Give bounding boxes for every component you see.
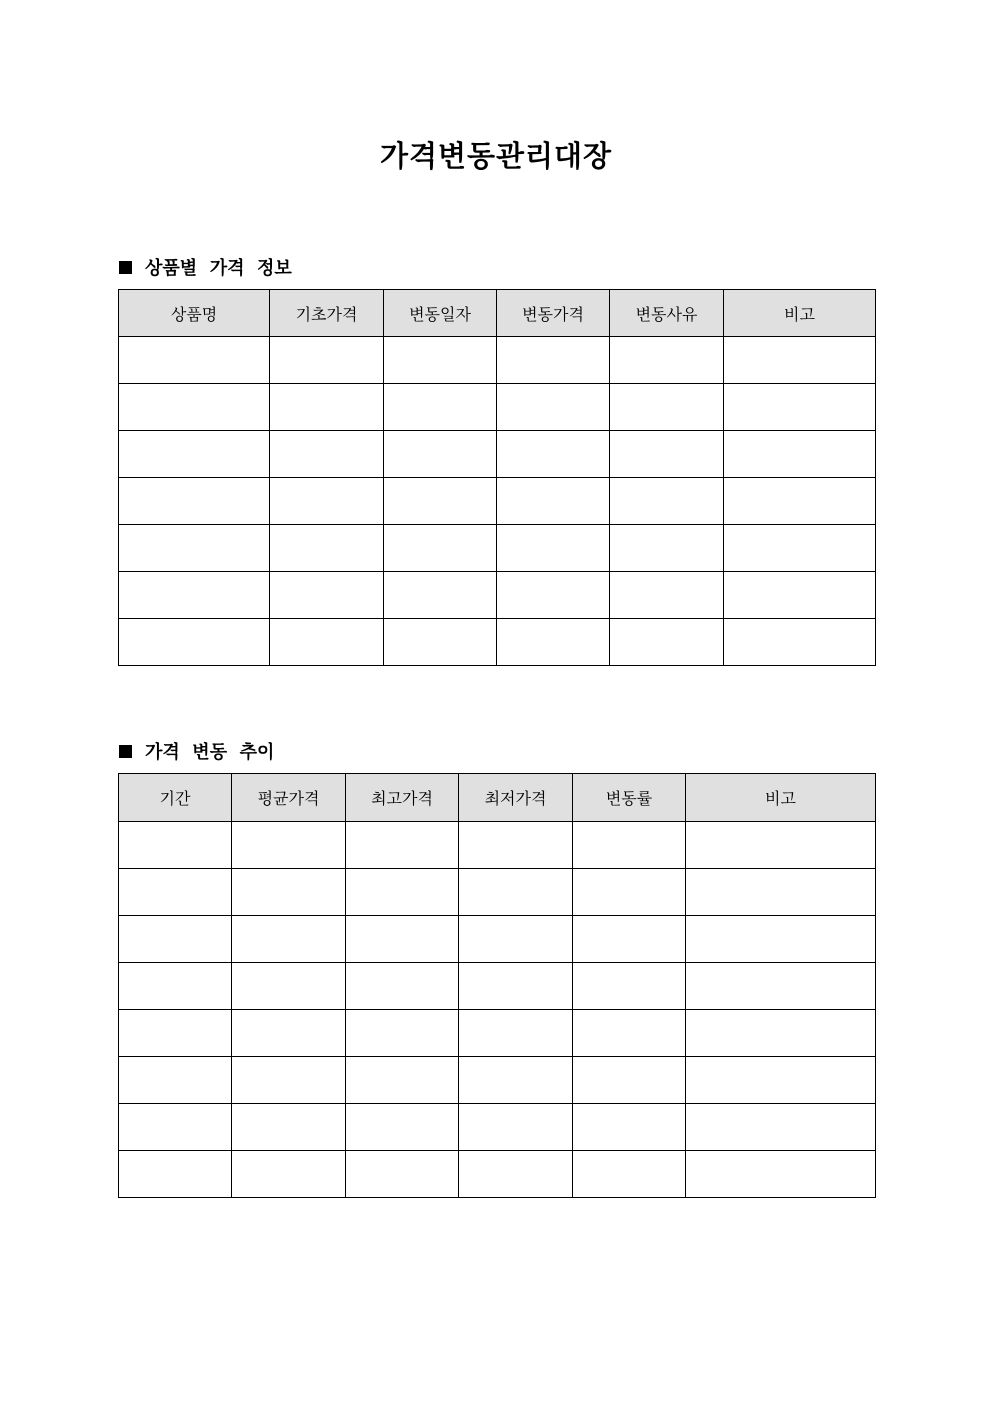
table-cell[interactable] [346, 1104, 459, 1151]
table-cell[interactable] [232, 869, 346, 916]
table-row [119, 1057, 876, 1104]
table-cell[interactable] [573, 1057, 686, 1104]
table-cell[interactable] [270, 337, 384, 384]
table-cell[interactable] [610, 431, 724, 478]
table-cell[interactable] [346, 963, 459, 1010]
table-cell[interactable] [573, 1151, 686, 1198]
table-cell[interactable] [497, 384, 610, 431]
table-cell[interactable] [686, 822, 876, 869]
table-row [119, 822, 876, 869]
table-cell[interactable] [573, 869, 686, 916]
table-cell[interactable] [384, 525, 497, 572]
table-cell[interactable] [459, 963, 573, 1010]
table-cell[interactable] [232, 1010, 346, 1057]
table-cell[interactable] [686, 1151, 876, 1198]
table-cell[interactable] [610, 478, 724, 525]
section-heading-price-trend [119, 738, 274, 764]
table-row [119, 431, 876, 478]
column-header-average-price: 평균가격 [232, 774, 346, 822]
table-cell[interactable] [119, 1104, 232, 1151]
table-cell[interactable] [686, 1010, 876, 1057]
table-cell[interactable] [459, 916, 573, 963]
table-cell[interactable] [686, 1057, 876, 1104]
column-header-period: 기간 [119, 774, 232, 822]
table-cell[interactable] [724, 337, 876, 384]
table-cell[interactable] [459, 1057, 573, 1104]
table-header-row [119, 774, 876, 822]
table-row [119, 1104, 876, 1151]
table-cell[interactable] [573, 822, 686, 869]
table-cell[interactable] [686, 963, 876, 1010]
table-cell[interactable] [119, 916, 232, 963]
table-cell[interactable] [610, 337, 724, 384]
table-cell[interactable] [346, 1010, 459, 1057]
table-cell[interactable] [232, 822, 346, 869]
table-cell[interactable] [384, 431, 497, 478]
table-cell[interactable] [232, 1104, 346, 1151]
column-header-remarks: 비고 [686, 774, 876, 822]
table-row [119, 916, 876, 963]
square-bullet-icon [119, 745, 132, 758]
table-cell[interactable] [384, 572, 497, 619]
table-cell[interactable] [459, 869, 573, 916]
table-cell[interactable] [346, 1151, 459, 1198]
section-heading-text: 가격 변동 추이 [145, 742, 275, 763]
price-trend-table [118, 773, 876, 1198]
page-title: 가격변동관리대장 [379, 139, 613, 173]
table-cell[interactable] [119, 1151, 232, 1198]
table-row [119, 869, 876, 916]
table-cell[interactable] [573, 1104, 686, 1151]
table-cell[interactable] [232, 1057, 346, 1104]
table-cell[interactable] [497, 572, 610, 619]
table-row [119, 525, 876, 572]
table-cell[interactable] [459, 822, 573, 869]
table-row [119, 1010, 876, 1057]
column-header-change-rate: 변동률 [573, 774, 686, 822]
table-cell[interactable] [573, 916, 686, 963]
table-row [119, 963, 876, 1010]
table-cell[interactable] [270, 525, 384, 572]
table-cell[interactable] [724, 525, 876, 572]
section-heading-text: 상품별 가격 정보 [145, 258, 292, 279]
column-header-product-name: 상품명 [119, 290, 270, 337]
table-cell[interactable] [384, 384, 497, 431]
table-cell[interactable] [119, 869, 232, 916]
table-cell[interactable] [119, 478, 270, 525]
table-cell[interactable] [232, 963, 346, 1010]
table-cell[interactable] [459, 1104, 573, 1151]
table-row [119, 337, 876, 384]
table-cell[interactable] [497, 619, 610, 666]
table-cell[interactable] [724, 572, 876, 619]
table-cell[interactable] [724, 384, 876, 431]
column-header-base-price: 기초가격 [270, 290, 384, 337]
table-cell[interactable] [119, 431, 270, 478]
table-cell[interactable] [346, 822, 459, 869]
table-cell[interactable] [346, 869, 459, 916]
section-heading-product-price-info [119, 254, 292, 280]
table-cell[interactable] [459, 1010, 573, 1057]
table-cell[interactable] [270, 572, 384, 619]
table-cell[interactable] [346, 1057, 459, 1104]
table-cell[interactable] [724, 431, 876, 478]
table-row [119, 572, 876, 619]
table-cell[interactable] [232, 1151, 346, 1198]
table-cell[interactable] [573, 1010, 686, 1057]
table-cell[interactable] [119, 963, 232, 1010]
table-cell[interactable] [459, 1151, 573, 1198]
column-header-change-reason: 변동사유 [610, 290, 724, 337]
table-cell[interactable] [119, 619, 270, 666]
table-cell[interactable] [346, 916, 459, 963]
column-header-changed-price: 변동가격 [497, 290, 610, 337]
table-cell[interactable] [610, 572, 724, 619]
table-cell[interactable] [119, 384, 270, 431]
table-cell[interactable] [497, 431, 610, 478]
table-cell[interactable] [119, 822, 232, 869]
column-header-lowest-price: 최저가격 [459, 774, 573, 822]
table-cell[interactable] [119, 1057, 232, 1104]
table-row [119, 1151, 876, 1198]
table-cell[interactable] [686, 1104, 876, 1151]
table-row [119, 384, 876, 431]
table-cell[interactable] [119, 337, 270, 384]
table-cell[interactable] [119, 572, 270, 619]
table-cell[interactable] [610, 384, 724, 431]
table-cell[interactable] [686, 869, 876, 916]
table-cell[interactable] [270, 384, 384, 431]
table-cell[interactable] [384, 337, 497, 384]
table-cell[interactable] [232, 916, 346, 963]
table-cell[interactable] [270, 619, 384, 666]
column-header-remarks: 비고 [724, 290, 876, 337]
table-row [119, 478, 876, 525]
table-cell[interactable] [497, 525, 610, 572]
table-cell[interactable] [724, 478, 876, 525]
table-cell[interactable] [497, 478, 610, 525]
table-cell[interactable] [497, 337, 610, 384]
table-cell[interactable] [384, 619, 497, 666]
column-header-change-date: 변동일자 [384, 290, 497, 337]
table-cell[interactable] [384, 478, 497, 525]
table-cell[interactable] [270, 431, 384, 478]
column-header-highest-price: 최고가격 [346, 774, 459, 822]
table-header-row [119, 290, 876, 337]
table-row [119, 619, 876, 666]
square-bullet-icon [119, 261, 132, 274]
table-cell[interactable] [573, 963, 686, 1010]
product-price-info-table [118, 289, 876, 666]
table-cell[interactable] [119, 525, 270, 572]
table-cell[interactable] [119, 1010, 232, 1057]
table-cell[interactable] [686, 916, 876, 963]
table-cell[interactable] [610, 525, 724, 572]
table-cell[interactable] [724, 619, 876, 666]
table-cell[interactable] [270, 478, 384, 525]
table-cell[interactable] [610, 619, 724, 666]
